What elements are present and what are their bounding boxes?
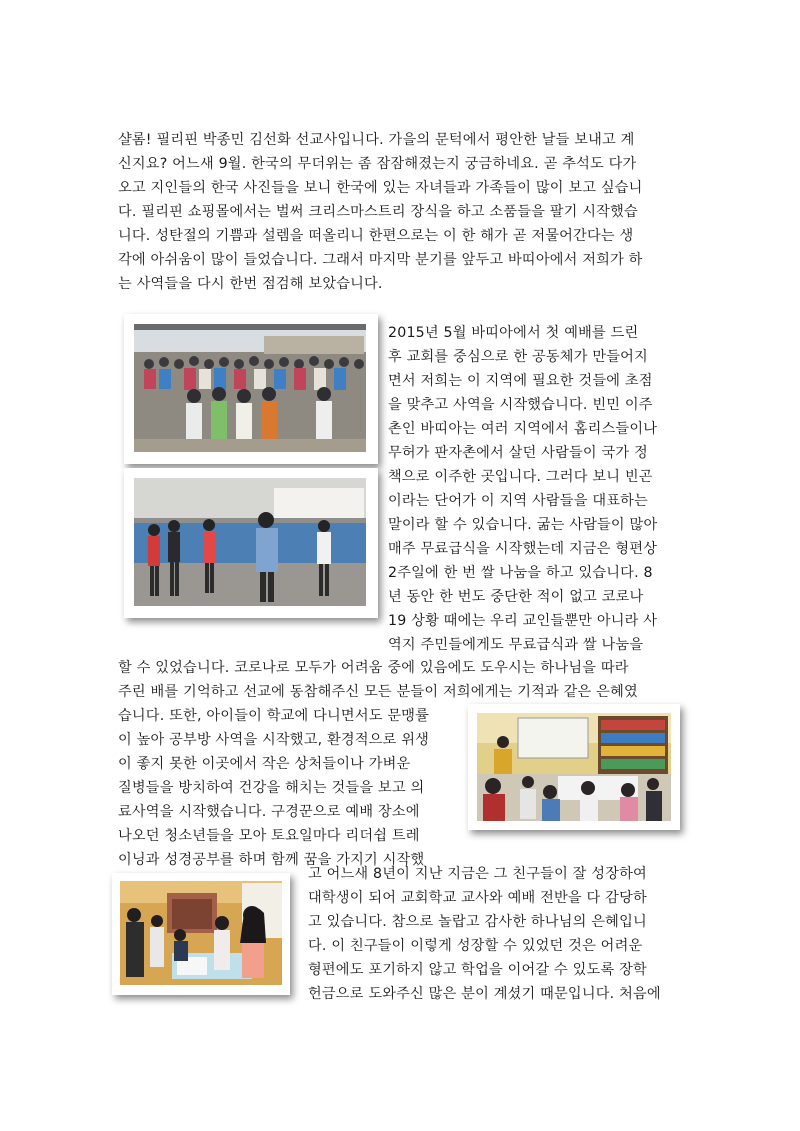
- youth-meeting-photo: [112, 873, 290, 995]
- section3-line: 고 있습니다. 참으로 놀랍고 감사한 하나님의 은혜입니: [308, 914, 647, 930]
- section3-line: 형편에도 포기하지 않고 학업을 이어갈 수 있도록 장학: [308, 962, 647, 978]
- section2-line: 이 높아 공부방 사역을 시작했고, 환경적으로 위생: [118, 732, 430, 748]
- intro-line: 샬롬! 필리핀 박종민 김선화 선교사입니다. 가을의 문턱에서 평안한 날들 보내고 계: [118, 132, 635, 148]
- intro-line: 오고 지인들의 한국 사진들을 보니 한국에 있는 자녀들과 가족들이 많이 보고 싶습니: [118, 180, 643, 196]
- section1-line: 년 동안 한 번도 중단한 적이 없고 코로나: [388, 589, 644, 605]
- section1-line: 촌인 바띠아는 여러 지역에서 홈리스들이나: [388, 421, 658, 437]
- section1-line: 2015년 5월 바띠아에서 첫 예배를 드린: [388, 325, 639, 341]
- section1-line: 무허가 판자촌에서 살던 사람들이 국가 정: [388, 445, 648, 461]
- section2-line: 습니다. 또한, 아이들이 학교에 다니면서도 문맹률: [118, 708, 430, 724]
- intro-line: 는 사역들을 다시 한번 점검해 보았습니다.: [118, 276, 383, 292]
- section2-line: 이닝과 성경공부를 하며 함께 꿈을 가지기 시작했: [118, 852, 425, 868]
- section1-line: 2주일에 한 번 쌀 나눔을 하고 있습니다. 8: [388, 565, 653, 581]
- section1-line: 책으로 이주한 곳입니다. 그러다 보니 빈곤: [388, 469, 653, 485]
- study-room-photo: [468, 704, 680, 830]
- full-line: 할 수 있었습니다. 코로나로 모두가 어려움 중에 있음에도 도우시는 하나님을 따라: [118, 660, 629, 676]
- section1-line: 말이라 할 수 있습니다. 굶는 사람들이 많아: [388, 517, 658, 533]
- section2-line: 질병들을 방치하여 건강을 해치는 것들을 보고 의: [118, 780, 425, 796]
- section2-line: 나오던 청소년들을 모아 토요일마다 리더쉽 트레: [118, 828, 420, 844]
- section3-line: 다. 이 친구들이 이렇게 성장할 수 있었던 것은 어려운: [308, 938, 643, 954]
- worship-crowd-photo: [124, 314, 378, 464]
- intro-line: 니다. 성탄절의 기쁨과 설렘을 떠올리니 한편으로는 이 한 해가 곧 저물어간다는 생: [118, 228, 634, 244]
- section1-line: 이라는 단어가 이 지역 사람들을 대표하는: [388, 493, 648, 509]
- section3-line: 대학생이 되어 교회학교 교사와 예배 전반을 다 감당하: [308, 890, 647, 906]
- section2-line: 이 좋지 못한 이곳에서 작은 상처들이나 가벼운: [118, 756, 411, 772]
- section1-line: 을 맞추고 사역을 시작했습니다. 빈민 이주: [388, 397, 653, 413]
- section1-line: 후 교회를 중심으로 한 공동체가 만들어지: [388, 349, 648, 365]
- section3-line: 헌금으로 도와주신 많은 분이 계셨기 때문입니다. 처음에: [308, 986, 661, 1002]
- section1-line: 면서 저희는 이 지역에 필요한 것들에 초점: [388, 373, 653, 389]
- section1-line: 19 상황 때에는 우리 교인들뿐만 아니라 사: [388, 613, 658, 629]
- youth-praise-photo: [124, 468, 378, 618]
- full-line: 주린 배를 기억하고 선교에 동참해주신 모든 분들이 저희에게는 기적과 같은 은혜였: [118, 684, 638, 700]
- intro-line: 다. 필리핀 쇼핑몰에서는 벌써 크리스마스트리 장식을 하고 소품들을 팔기 시작했습: [118, 204, 638, 220]
- section1-line: 역지 주민들에게도 무료급식과 쌀 나눔을: [388, 637, 644, 653]
- section2-line: 료사역을 시작했습니다. 구경꾼으로 예배 장소에: [118, 804, 420, 820]
- intro-line: 신지요? 어느새 9월. 한국의 무더위는 좀 잠잠해졌는지 궁금하네요. 곧 추석도 다가: [118, 156, 637, 172]
- section3-line: 고 어느새 8년이 지난 지금은 그 친구들이 잘 성장하여: [308, 866, 647, 882]
- intro-line: 각에 아쉬움이 많이 들었습니다. 그래서 마지막 분기를 앞두고 바띠아에서 저희가 하: [118, 252, 643, 268]
- section1-line: 매주 무료급식을 시작했는데 지금은 형편상: [388, 541, 658, 557]
